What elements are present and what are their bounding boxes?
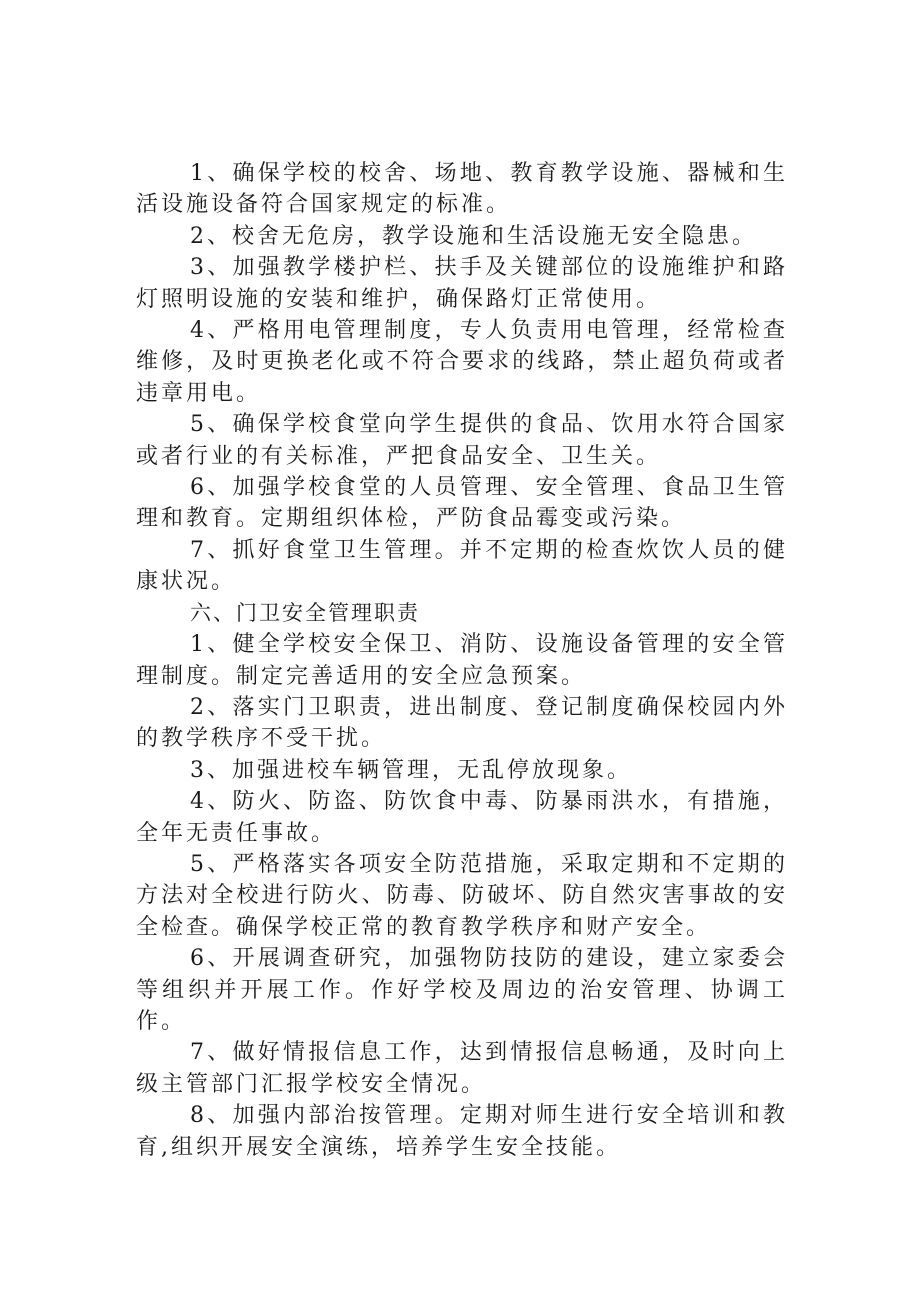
paragraph: 4、防火、防盗、防饮食中毒、防暴雨洪水，有措施，全年无责任事故。 — [136, 789, 788, 846]
section-heading: 六、门卫安全管理职责 — [190, 600, 420, 625]
paragraph: 8、加强内部治按管理。定期对师生进行安全培训和教育,组织开展安全演练，培养学生安全技能。 — [136, 1103, 788, 1160]
paragraph: 6、加强学校食堂的人员管理、安全管理、食品卫生管理和教育。定期组织体检，严防食品霉变或污染。 — [136, 475, 788, 532]
paragraph: 5、严格落实各项安全防范措施，采取定期和不定期的方法对全校进行防火、防毒、防破坏、防自然灾害事故的安全检查。确保学校正常的教育教学秩序和财产安全。 — [136, 851, 788, 940]
paragraph: 6、开展调查研究，加强物防技防的建设，建立家委会等组织并开展工作。作好学校及周边的治安管理、协调工作。 — [136, 946, 788, 1034]
paragraph: 3、加强教学楼护栏、扶手及关键部位的设施维护和路灯照明设施的安装和维护，确保路灯正常使用。 — [136, 255, 788, 312]
paragraph: 1、健全学校安全保卫、消防、设施设备管理的安全管理制度。制定完善适用的安全应急预案。 — [136, 632, 788, 689]
document-body — [136, 158, 788, 1163]
paragraph: 4、严格用电管理制度，专人负责用电管理，经常检查维修，及时更换老化或不符合要求的线路，禁止超负荷或者违章用电。 — [136, 318, 788, 406]
paragraph: 3、加强进校车辆管理，无乱停放现象。 — [190, 757, 632, 783]
paragraph: 1、确保学校的校舍、场地、教育教学设施、器械和生活设施设备符合国家规定的标准。 — [136, 161, 788, 218]
paragraph: 7、抓好食堂卫生管理。并不定期的检查炊饮人员的健康状况。 — [136, 537, 788, 595]
paragraph: 5、确保学校食堂向学生提供的食品、饮用水符合国家或者行业的有关标准，严把食品安全、卫生关。 — [136, 412, 788, 469]
paragraph: 2、校舍无危房，教学设施和生活设施无安全隐患。 — [190, 223, 757, 249]
paragraph: 2、落实门卫职责，进出制度、登记制度确保校园内外的教学秩序不受干扰。 — [136, 694, 788, 752]
paragraph: 7、做好情报信息工作，达到情报信息畅通，及时向上级主管部门汇报学校安全情况。 — [136, 1040, 788, 1097]
